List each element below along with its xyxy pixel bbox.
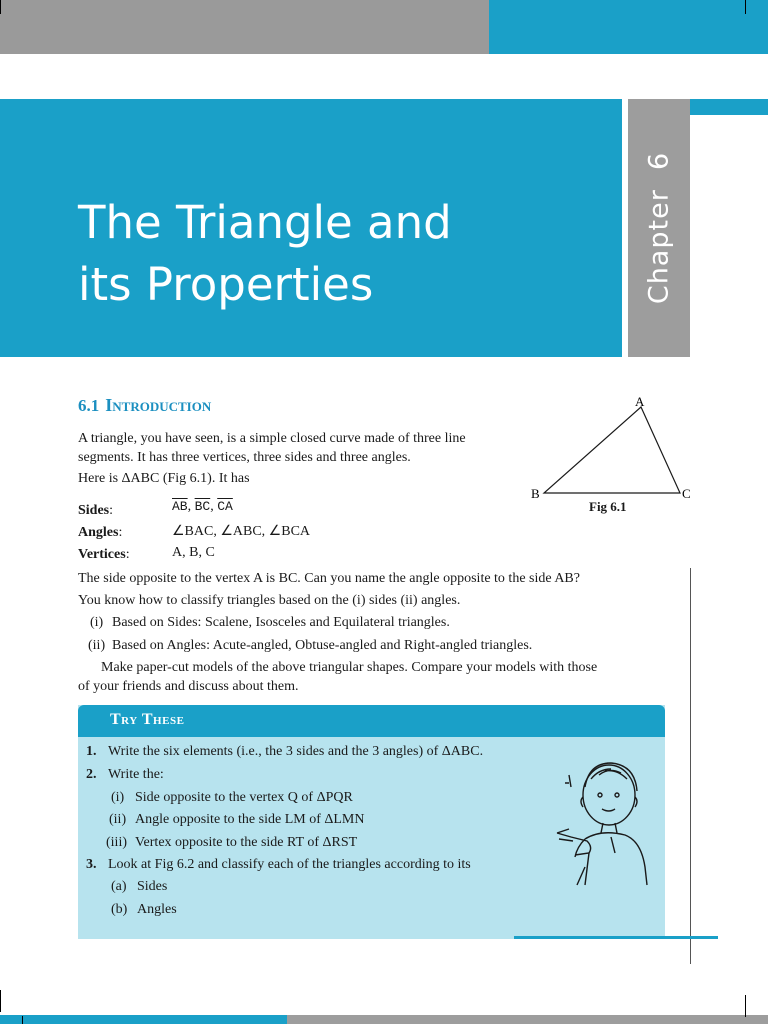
side-ab: $\overline{AB}$	[172, 499, 188, 514]
top-gray-bar	[0, 0, 489, 54]
list-item-text: Based on Angles: Acute-angled, Obtuse-angled and Right-angled triangles.	[112, 638, 533, 653]
bottom-blue-rule	[514, 936, 718, 939]
list-item-number: (i)	[90, 615, 104, 630]
page-title	[78, 192, 452, 316]
body-line-4: of your friends and discuss about them.	[78, 679, 299, 694]
body-line-1: The side opposite to the vertex A is BC. Can you name the angle opposite to the side AB?	[78, 571, 580, 586]
bottom-gray-bar	[287, 1015, 768, 1024]
banner-strip	[690, 99, 768, 115]
side-bc: $\overline{BC}$	[194, 499, 211, 514]
vertex-b-label: B	[531, 486, 540, 501]
body-line-2: You know how to classify triangles based on the (i) sides (ii) angles.	[78, 593, 461, 608]
question-3-a: (a) Sides	[111, 879, 168, 894]
title-line-2: its Properties	[78, 258, 374, 311]
crop-mark	[0, 990, 1, 1012]
sides-row: Sides:	[78, 503, 114, 518]
crop-mark	[0, 0, 1, 14]
section-name: Introduction	[105, 395, 212, 415]
triangle-abc	[544, 407, 680, 493]
list-item	[88, 636, 532, 656]
vertex-a-label: A	[635, 394, 645, 409]
intro-line-3: Here is ΔABC (Fig 6.1). It has	[78, 471, 250, 486]
top-blue-bar	[489, 0, 768, 54]
question-3: 3. Look at Fig 6.2 and classify each of the triangles according to its	[86, 857, 471, 872]
body-line-3: Make paper-cut models of the above triangular shapes. Compare your models with those	[101, 660, 598, 675]
angles-value: ∠BAC, ∠ABC, ∠BCA	[172, 524, 311, 539]
sides-label: Sides	[78, 503, 110, 518]
crop-mark	[22, 1016, 23, 1024]
section-number: 6.1	[78, 396, 100, 415]
crop-mark	[745, 0, 746, 14]
section-heading	[78, 395, 211, 416]
question-2-i: (i) Side opposite to the vertex Q of ΔPQR	[111, 790, 353, 805]
question-2-ii: (ii) Angle opposite to the side LM of ΔLMN	[109, 812, 365, 827]
question-1: 1. Write the six elements (i.e., the 3 sides and the 3 angles) of ΔABC.	[86, 744, 484, 759]
question-2-iii: (iii) Vertex opposite to the side RT of ΔRST	[106, 835, 358, 850]
angles-row: Angles:	[78, 525, 123, 540]
girl-pointing-illustration	[555, 757, 665, 889]
crop-mark	[745, 995, 746, 1017]
right-margin-rule	[690, 568, 691, 964]
sides-value: $\overline{AB}$, $\overline{BC}$, $\overline{CA}$	[172, 499, 233, 514]
list-item-text: Based on Sides: Scalene, Isosceles and Equilateral triangles.	[112, 615, 450, 630]
list-item-number: (ii)	[88, 638, 106, 653]
side-ca: $\overline{CA}$	[217, 499, 233, 514]
chapter-label: Chapter 6	[643, 151, 675, 305]
vertices-value: A, B, C	[172, 545, 215, 560]
vertices-row: Vertices:	[78, 547, 130, 562]
vertices-label: Vertices	[78, 547, 126, 562]
vertex-c-label: C	[682, 486, 691, 501]
angles-label: Angles	[78, 525, 119, 540]
list-item	[90, 613, 450, 633]
try-these-title: Try These	[110, 711, 185, 728]
question-2: 2. Write the:	[86, 767, 164, 782]
intro-line-2: segments. It has three vertices, three sides and three angles.	[78, 450, 411, 465]
bottom-blue-bar	[0, 1015, 287, 1024]
figure-caption: Fig 6.1	[589, 499, 627, 514]
intro-line-1: A triangle, you have seen, is a simple closed curve made of three line	[78, 431, 466, 446]
question-3-b: (b) Angles	[111, 902, 177, 917]
title-line-1: The Triangle and	[78, 196, 452, 249]
